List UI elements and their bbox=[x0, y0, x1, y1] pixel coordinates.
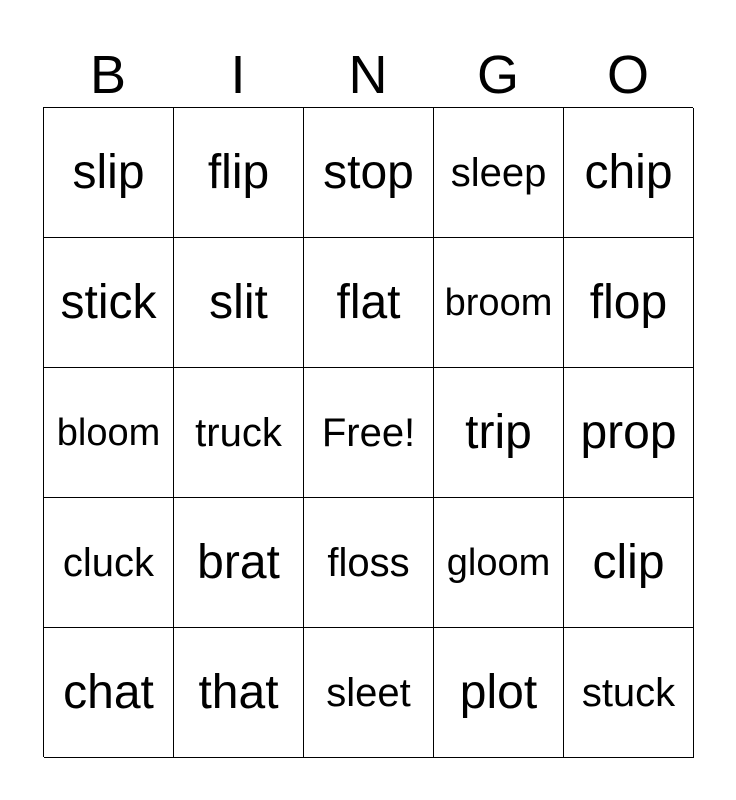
header-letter-i: I bbox=[230, 45, 246, 105]
bingo-cell[interactable]: gloom bbox=[434, 498, 564, 628]
bingo-cell[interactable]: cluck bbox=[44, 498, 174, 628]
bingo-cell[interactable]: plot bbox=[434, 628, 564, 758]
free-space-cell[interactable]: Free! bbox=[304, 368, 434, 498]
bingo-cell[interactable]: clip bbox=[564, 498, 694, 628]
bingo-cell[interactable]: trip bbox=[434, 368, 564, 498]
bingo-cell[interactable]: flop bbox=[564, 238, 694, 368]
bingo-cell[interactable]: truck bbox=[174, 368, 304, 498]
header-letter-g: G bbox=[476, 45, 519, 105]
bingo-cell[interactable]: chat bbox=[44, 628, 174, 758]
header-letter-o: O bbox=[606, 45, 649, 105]
bingo-cell[interactable]: stick bbox=[44, 238, 174, 368]
bingo-cell[interactable]: sleep bbox=[434, 108, 564, 238]
bingo-cell[interactable]: broom bbox=[434, 238, 564, 368]
bingo-cell[interactable]: slit bbox=[174, 238, 304, 368]
bingo-cell[interactable]: stop bbox=[304, 108, 434, 238]
bingo-cell[interactable]: sleet bbox=[304, 628, 434, 758]
bingo-cell[interactable]: stuck bbox=[564, 628, 694, 758]
bingo-cell[interactable]: flip bbox=[174, 108, 304, 238]
bingo-cell[interactable]: brat bbox=[174, 498, 304, 628]
bingo-cell[interactable]: chip bbox=[564, 108, 694, 238]
bingo-board bbox=[43, 107, 693, 757]
bingo-cell[interactable]: that bbox=[174, 628, 304, 758]
bingo-cell[interactable]: bloom bbox=[44, 368, 174, 498]
bingo-header bbox=[43, 40, 693, 108]
bingo-cell[interactable]: slip bbox=[44, 108, 174, 238]
header-letter-n: N bbox=[348, 45, 388, 105]
header-letter-b: B bbox=[89, 45, 127, 105]
bingo-cell[interactable]: prop bbox=[564, 368, 694, 498]
bingo-cell[interactable]: flat bbox=[304, 238, 434, 368]
bingo-cell[interactable]: floss bbox=[304, 498, 434, 628]
